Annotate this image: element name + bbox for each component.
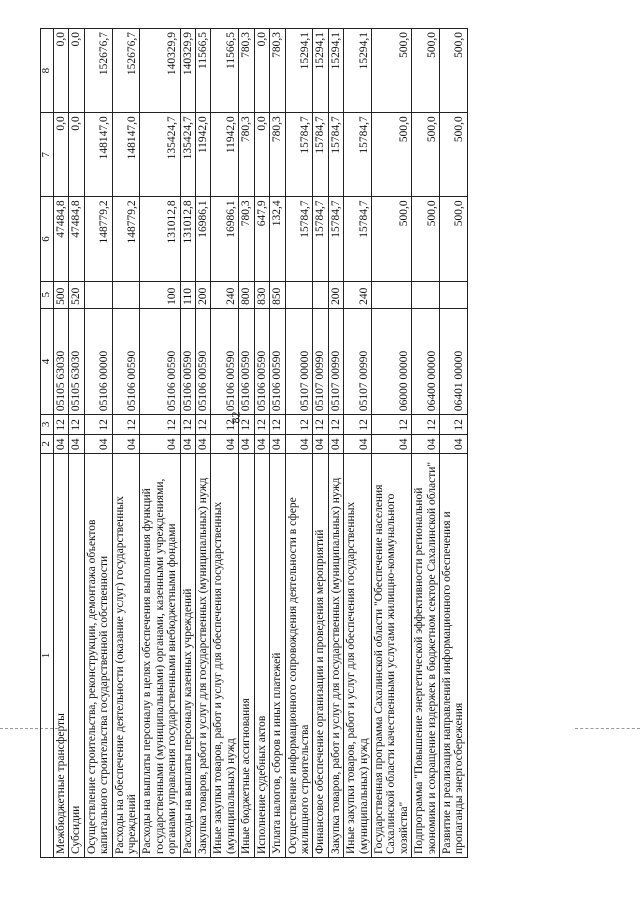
- amount-col-8: 500,0: [371, 29, 411, 113]
- target-article-code: 05107 00990: [328, 308, 343, 414]
- subsection-code: 12: [196, 415, 211, 434]
- amount-col-6: 15784,7: [344, 197, 372, 281]
- amount-col-7: 148147,0: [84, 113, 112, 197]
- section-code: 04: [84, 434, 112, 453]
- header-col-7: 7: [41, 113, 54, 197]
- table-row: [196, 29, 211, 858]
- subsection-code: 12: [371, 415, 411, 434]
- amount-col-8: 0,0: [254, 29, 269, 113]
- expense-type-code: 500: [54, 281, 69, 308]
- subsection-code: 12: [285, 415, 313, 434]
- amount-col-8: 0,0: [54, 29, 69, 113]
- header-col-3: 3: [41, 415, 54, 434]
- section-code: 04: [313, 434, 328, 453]
- row-label: Осуществление информационного сопровождения деятельности в сфере жилищного строительства: [285, 454, 313, 858]
- row-label: Исполнение судебных актов: [254, 454, 269, 858]
- amount-col-8: 11566,5: [211, 29, 239, 113]
- table-row: [112, 29, 140, 858]
- target-article-code: 06400 00000: [412, 308, 440, 414]
- row-label: Финансовое обеспечение организации и проведения мероприятий: [313, 454, 328, 858]
- amount-col-7: 0,0: [69, 113, 84, 197]
- amount-col-6: 500,0: [371, 197, 411, 281]
- amount-col-7: 15784,7: [344, 113, 372, 197]
- row-label: Государственная программа Сахалинской области "Обеспечение населения Сахалинской области качественными услугами жилищно-коммунального хозяйства": [371, 454, 411, 858]
- amount-col-6: 47484,8: [54, 197, 69, 281]
- target-article-code: 05107 00990: [313, 308, 328, 414]
- header-col-5: 5: [41, 281, 54, 308]
- table-row: [285, 29, 313, 858]
- row-label: Иные закупки товаров, работ и услуг для обеспечения государственных (муниципальных) нужд: [344, 454, 372, 858]
- table-row: [180, 29, 195, 858]
- expense-type-code: 100: [140, 281, 180, 308]
- table-row: [344, 29, 372, 858]
- section-code: 04: [270, 434, 285, 453]
- row-label: Развитие и реализация направлений информационного обеспечения и пропаганды энергосбережения: [439, 454, 467, 858]
- section-code: 04: [196, 434, 211, 453]
- table-row: [140, 29, 180, 858]
- target-article-code: 05106 00590: [140, 308, 180, 414]
- section-code: 04: [239, 434, 254, 453]
- header-col-8: 8: [41, 29, 54, 113]
- amount-col-6: 15784,7: [328, 197, 343, 281]
- row-label: Закупка товаров, работ и услуг для государственных (муниципальных) нужд: [196, 454, 211, 858]
- expense-type-code: 240: [211, 281, 239, 308]
- table-row: [270, 29, 285, 858]
- section-code: 04: [371, 434, 411, 453]
- expense-type-code: [439, 281, 467, 308]
- target-article-code: 05107 00000: [285, 308, 313, 414]
- expense-type-code: [112, 281, 140, 308]
- budget-table: [40, 28, 468, 858]
- amount-col-8: 152676,7: [84, 29, 112, 113]
- amount-col-6: 131012,8: [180, 197, 195, 281]
- section-code: 04: [344, 434, 372, 453]
- amount-col-7: 500,0: [439, 113, 467, 197]
- section-code: 04: [69, 434, 84, 453]
- amount-col-6: 16986,1: [211, 197, 239, 281]
- expense-type-code: 520: [69, 281, 84, 308]
- subsection-code: 12: [270, 415, 285, 434]
- expense-type-code: 830: [254, 281, 269, 308]
- subsection-code: 12: [344, 415, 372, 434]
- amount-col-6: 500,0: [439, 197, 467, 281]
- amount-col-8: 15294,1: [344, 29, 372, 113]
- target-article-code: 06000 00000: [371, 308, 411, 414]
- expense-type-code: [412, 281, 440, 308]
- amount-col-6: 47484,8: [69, 197, 84, 281]
- amount-col-7: 500,0: [371, 113, 411, 197]
- row-label: Расходы на обеспечение деятельности (оказание услуг) государственных учреждений: [112, 454, 140, 858]
- page-number: 82: [228, 411, 243, 424]
- amount-col-8: 0,0: [69, 29, 84, 113]
- amount-col-7: 11942,0: [196, 113, 211, 197]
- amount-col-8: 780,3: [239, 29, 254, 113]
- amount-col-7: 15784,7: [328, 113, 343, 197]
- table-row: [328, 29, 343, 858]
- row-label: Осуществление строительства, реконструкции, демонтажа объектов капитального строительства государственной собственности: [84, 454, 112, 858]
- section-code: 04: [254, 434, 269, 453]
- amount-col-7: 780,3: [239, 113, 254, 197]
- target-article-code: 05106 00590: [211, 308, 239, 414]
- target-article-code: 05106 00590: [254, 308, 269, 414]
- target-article-code: 05107 00990: [344, 308, 372, 414]
- subsection-code: 12: [328, 415, 343, 434]
- row-label: Иные бюджетные ассигнования: [239, 454, 254, 858]
- amount-col-8: 780,3: [270, 29, 285, 113]
- amount-col-7: 15784,7: [285, 113, 313, 197]
- target-article-code: 06401 00000: [439, 308, 467, 414]
- amount-col-8: 500,0: [439, 29, 467, 113]
- expense-type-code: 240: [344, 281, 372, 308]
- target-article-code: 05105 63030: [69, 308, 84, 414]
- section-code: 04: [54, 434, 69, 453]
- expense-type-code: [371, 281, 411, 308]
- target-article-code: 05106 00590: [196, 308, 211, 414]
- target-article-code: 05106 00590: [239, 308, 254, 414]
- section-code: 04: [211, 434, 239, 453]
- header-col-1: 1: [41, 454, 54, 858]
- amount-col-6: 148779,2: [112, 197, 140, 281]
- table-row: [54, 29, 69, 858]
- subsection-code: 12: [313, 415, 328, 434]
- amount-col-6: 148779,2: [84, 197, 112, 281]
- amount-col-6: 16986,1: [196, 197, 211, 281]
- section-code: 04: [112, 434, 140, 453]
- table-row: [439, 29, 467, 858]
- budget-table-body: [41, 29, 468, 858]
- expense-type-code: 800: [239, 281, 254, 308]
- amount-col-7: 780,3: [270, 113, 285, 197]
- amount-col-6: 132,4: [270, 197, 285, 281]
- subsection-code: 12: [211, 415, 239, 434]
- amount-col-6: 15784,7: [313, 197, 328, 281]
- row-label: Субсидии: [69, 454, 84, 858]
- subsection-code: 12: [54, 415, 69, 434]
- expense-type-code: 110: [180, 281, 195, 308]
- amount-col-8: 11566,5: [196, 29, 211, 113]
- row-label: Уплата налогов, сборов и иных платежей: [270, 454, 285, 858]
- target-article-code: 05106 00590: [112, 308, 140, 414]
- section-code: 04: [180, 434, 195, 453]
- table-row: [412, 29, 440, 858]
- target-article-code: 05106 00590: [180, 308, 195, 414]
- expense-type-code: [285, 281, 313, 308]
- row-label: Межбюджетные трансферты: [54, 454, 69, 858]
- section-code: 04: [328, 434, 343, 453]
- section-code: 04: [140, 434, 180, 453]
- amount-col-7: 11942,0: [211, 113, 239, 197]
- expense-type-code: 850: [270, 281, 285, 308]
- amount-col-7: 135424,7: [180, 113, 195, 197]
- amount-col-8: 140329,9: [140, 29, 180, 113]
- target-article-code: 05105 63030: [54, 308, 69, 414]
- subsection-code: 12: [112, 415, 140, 434]
- section-code: 04: [439, 434, 467, 453]
- rotated-page: [40, 28, 468, 858]
- scan-fold-line-right: [575, 728, 640, 729]
- subsection-code: 12: [69, 415, 84, 434]
- table-row: [313, 29, 328, 858]
- amount-col-7: 0,0: [254, 113, 269, 197]
- expense-type-code: [313, 281, 328, 308]
- header-col-4: 4: [41, 308, 54, 414]
- table-row: [69, 29, 84, 858]
- amount-col-7: 500,0: [412, 113, 440, 197]
- subsection-code: 12: [180, 415, 195, 434]
- amount-col-7: 148147,0: [112, 113, 140, 197]
- amount-col-8: 15294,1: [328, 29, 343, 113]
- subsection-code: 12: [439, 415, 467, 434]
- amount-col-8: 15294,1: [285, 29, 313, 113]
- row-label: Расходы на выплаты персоналу в целях обеспечения выполнения функций государственными (муниципальными) органами, казенными учреждениями, органами управления государственными внебюджетными фондами: [140, 454, 180, 858]
- expense-type-code: 200: [328, 281, 343, 308]
- subsection-code: 12: [254, 415, 269, 434]
- subsection-code: 12: [84, 415, 112, 434]
- subsection-code: 12: [140, 415, 180, 434]
- section-code: 04: [285, 434, 313, 453]
- amount-col-6: 15784,7: [285, 197, 313, 281]
- amount-col-6: 780,3: [239, 197, 254, 281]
- table-row: [254, 29, 269, 858]
- section-code: 04: [412, 434, 440, 453]
- header-row: [41, 29, 54, 858]
- table-row: [371, 29, 411, 858]
- row-label: Подпрограмма "Повышение энергетической эффективности региональной экономики и сокращение издержек в бюджетном секторе Сахалинской области": [412, 454, 440, 858]
- table-row: [211, 29, 239, 858]
- row-label: Иные закупки товаров, работ и услуг для обеспечения государственных (муниципальных) нужд: [211, 454, 239, 858]
- row-label: Закупка товаров, работ и услуг для государственных (муниципальных) нужд: [328, 454, 343, 858]
- amount-col-8: 152676,7: [112, 29, 140, 113]
- amount-col-8: 15294,1: [313, 29, 328, 113]
- amount-col-6: 500,0: [412, 197, 440, 281]
- row-label: Расходы на выплаты персоналу казенных учреждений: [180, 454, 195, 858]
- amount-col-7: 0,0: [54, 113, 69, 197]
- subsection-code: 12: [239, 415, 254, 434]
- expense-type-code: [84, 281, 112, 308]
- target-article-code: 05106 00590: [270, 308, 285, 414]
- table-row: [239, 29, 254, 858]
- amount-col-7: 135424,7: [140, 113, 180, 197]
- subsection-code: 12: [412, 415, 440, 434]
- table-row: [84, 29, 112, 858]
- target-article-code: 05106 00000: [84, 308, 112, 414]
- header-col-2: 2: [41, 434, 54, 453]
- amount-col-8: 500,0: [412, 29, 440, 113]
- amount-col-6: 131012,8: [140, 197, 180, 281]
- amount-col-7: 15784,7: [313, 113, 328, 197]
- amount-col-6: 647,9: [254, 197, 269, 281]
- expense-type-code: 200: [196, 281, 211, 308]
- header-col-6: 6: [41, 197, 54, 281]
- amount-col-8: 140329,9: [180, 29, 195, 113]
